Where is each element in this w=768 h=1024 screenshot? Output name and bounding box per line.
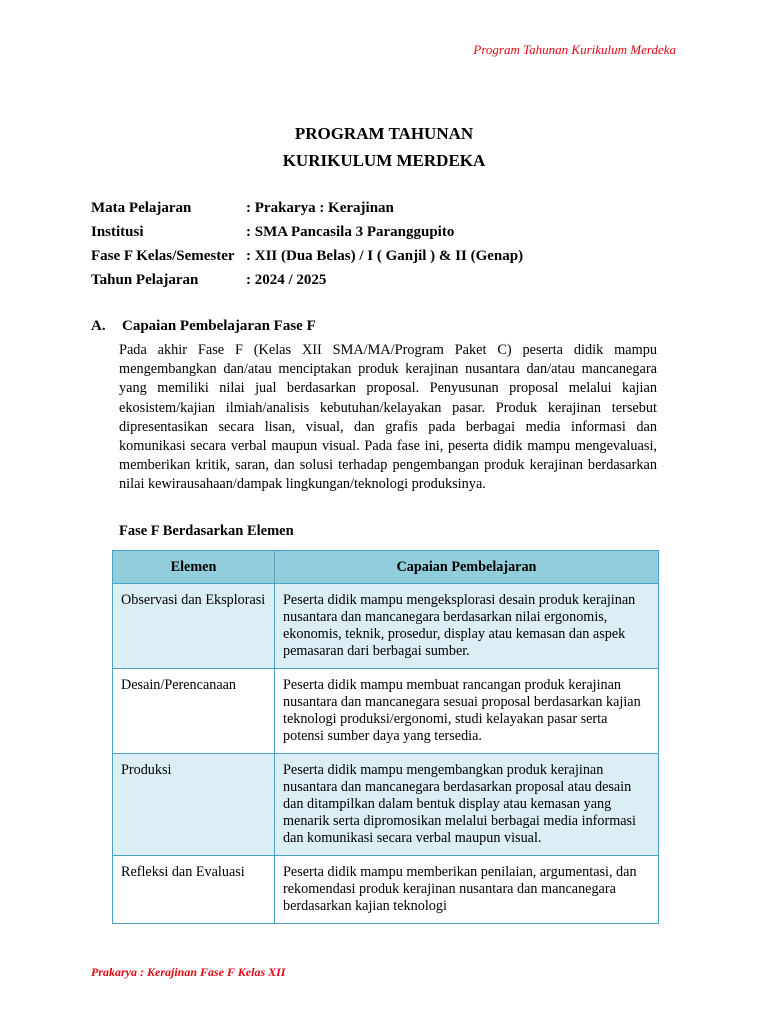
column-header-capaian: Capaian Pembelajaran — [275, 551, 659, 584]
cell-capaian: Peserta didik mampu memberikan penilaian, argumentasi, dan rekomendasi produk kerajinan nusantara dan mancanegara berdasarkan kajian teknologi — [275, 856, 659, 924]
section-letter: A. — [91, 318, 106, 334]
meta-key: Institusi — [91, 224, 144, 240]
elements-table — [112, 550, 659, 924]
document-title — [0, 120, 768, 174]
cell-elemen: Produksi — [113, 754, 275, 856]
table-row — [113, 856, 659, 924]
running-footer: Prakarya : Kerajinan Fase F Kelas XII — [91, 965, 286, 979]
cell-capaian: Peserta didik mampu mengembangkan produk kerajinan nusantara dan mancanegara berdasarkan proposal atau desain dan ditampilkan dalam bentuk display atau kemasan yang menarik serta dipromosikan melalui berbagai media informasi dan komunikasi secara verbal maupun visual. — [275, 754, 659, 856]
table-row — [113, 584, 659, 669]
cell-capaian: Peserta didik mampu membuat rancangan produk kerajinan nusantara dan mancanegara sesuai proposal berdasarkan kajian teknologi produksi/ergonomi, studi kelayakan pasar serta potensi sumber daya yang tersedia. — [275, 669, 659, 754]
title-line-1: PROGRAM TAHUNAN — [294, 124, 474, 143]
meta-row-subject — [91, 196, 523, 220]
cell-elemen: Observasi dan Eksplorasi — [113, 584, 275, 669]
cell-capaian: Peserta didik mampu mengeksplorasi desain produk kerajinan nusantara dan mancanegara berdasarkan nilai ergonomis, ekonomis, teknik, prosedur, display atau kemasan dan aspek pemasaran dari berbagai sumber. — [275, 584, 659, 669]
column-header-elemen: Elemen — [113, 551, 275, 584]
meta-row-year — [91, 268, 523, 292]
table-header-row — [113, 551, 659, 584]
meta-key: Fase F Kelas/Semester — [91, 248, 235, 264]
section-heading — [91, 318, 316, 335]
cell-elemen: Desain/Perencanaan — [113, 669, 275, 754]
section-paragraph: Pada akhir Fase F (Kelas XII SMA/MA/Program Paket C) peserta didik mampu mengembangkan dan/atau menciptakan produk kerajinan nusantara dan/atau mancanegara yang memiliki nilai jual berdasarkan proposal. Penyusunan proposal melalui kajian ekosistem/kajian ilmiah/analisis kebutuhan/kelayakan pasar. Produk kerajinan tersebut dipresentasikan secara lisan, visual, dan grafis pada berbagai media informasi dan komunikasi secara verbal maupun visual. Pada fase ini, peserta didik mampu mengevaluasi, memberikan kritik, saran, dan solusi terhadap pengembangan produk kerajinan berdasarkan nilai kewirausahaan/dampak lingkungan/teknologi produksinya. — [119, 342, 657, 493]
cell-elemen: Refleksi dan Evaluasi — [113, 856, 275, 924]
meta-value: : 2024 / 2025 — [246, 272, 327, 288]
table-row — [113, 669, 659, 754]
section-title: Capaian Pembelajaran Fase F — [122, 318, 316, 334]
table-subheading: Fase F Berdasarkan Elemen — [119, 523, 294, 539]
meta-value: : Prakarya : Kerajinan — [246, 200, 394, 216]
meta-row-phase — [91, 244, 523, 268]
identity-block — [91, 196, 523, 292]
meta-value: : XII (Dua Belas) / I ( Ganjil ) & II (Genap) — [246, 248, 524, 264]
title-line-2: KURIKULUM MERDEKA — [282, 151, 486, 170]
meta-value: : SMA Pancasila 3 Paranggupito — [246, 224, 455, 240]
running-header: Program Tahunan Kurikulum Merdeka — [473, 42, 676, 57]
meta-key: Mata Pelajaran — [91, 200, 192, 216]
meta-key: Tahun Pelajaran — [91, 272, 199, 288]
table-row — [113, 754, 659, 856]
meta-row-institution — [91, 220, 523, 244]
